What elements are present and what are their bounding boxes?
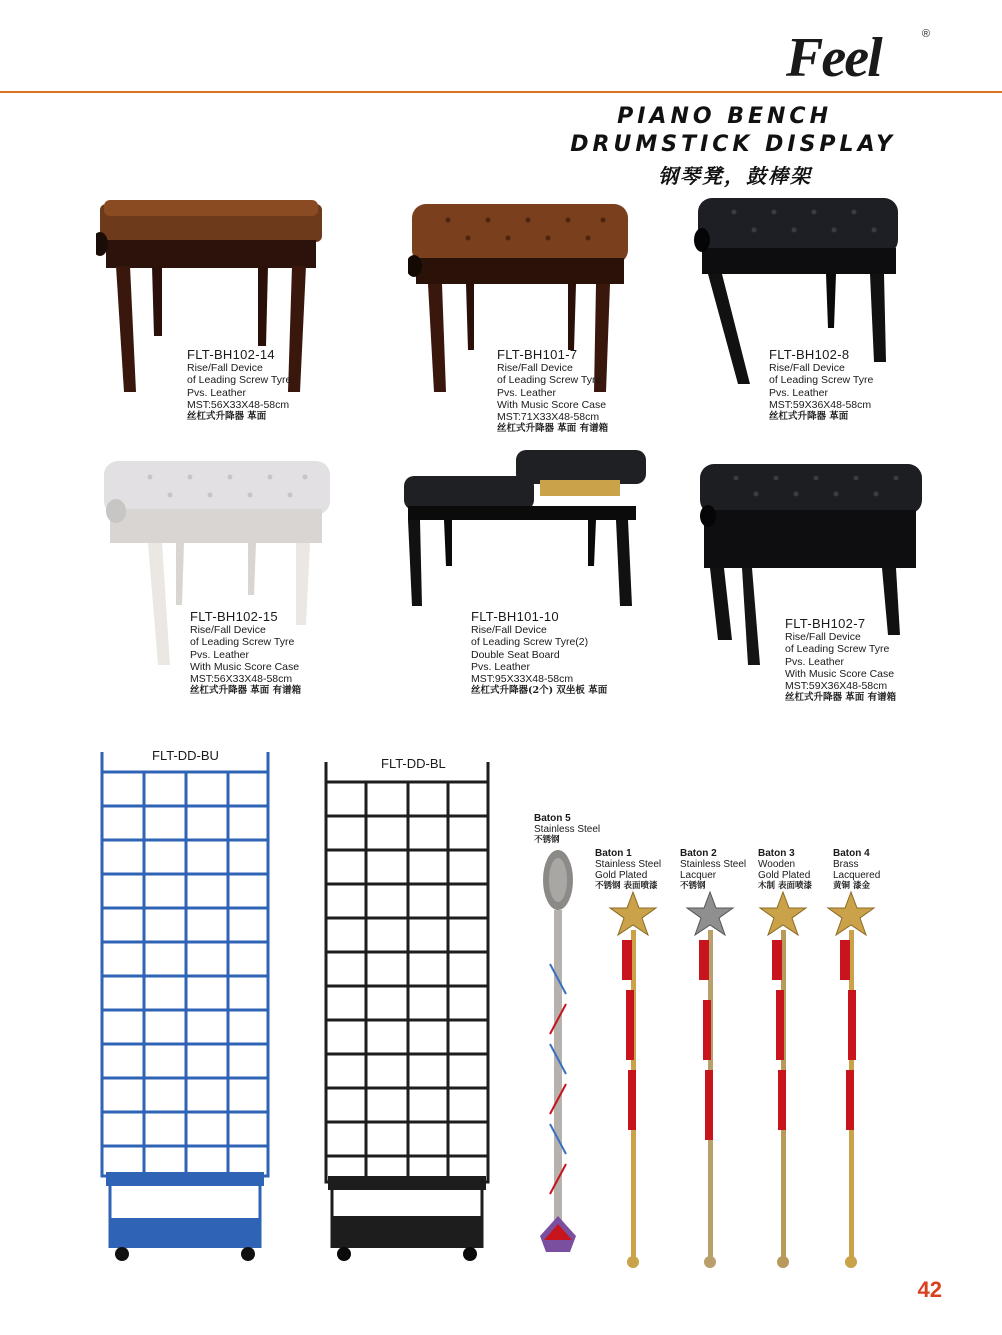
bench-model: FLT-BH102-14 xyxy=(187,347,275,362)
baton-label-5 xyxy=(534,813,600,846)
spec-line: Pvs. Leather xyxy=(190,648,249,661)
spec-line: Pvs. Leather xyxy=(769,386,828,399)
baton-name: Baton 2 xyxy=(680,848,717,859)
page-title-line2: DRUMSTICK DISPLAY xyxy=(570,132,896,157)
header-rule xyxy=(0,91,1002,93)
brand-logo xyxy=(786,22,936,94)
bench-spec-3 xyxy=(769,347,873,423)
baton-image-2 xyxy=(685,890,735,1275)
spec-line: MST:59X36X48-58cm xyxy=(769,398,872,411)
baton-material: Wooden xyxy=(758,859,796,870)
baton-cn: 不锈钢 xyxy=(534,835,560,845)
baton-finish: Gold Plated xyxy=(595,870,648,881)
spec-cn: 丝杠式升降器 革面 有谱箱 xyxy=(785,692,897,704)
spec-line: Rise/Fall Device xyxy=(785,631,861,643)
rack-image-black xyxy=(320,756,495,1276)
spec-cn: 丝杠式升降器(2个) 双坐板 革面 xyxy=(471,685,608,697)
baton-image-1 xyxy=(608,890,658,1275)
spec-line: Rise/Fall Device xyxy=(187,362,263,374)
baton-cn: 黄铜 漆金 xyxy=(833,881,870,891)
bench-spec-1 xyxy=(187,347,291,423)
spec-line: of Leading Screw Tyre xyxy=(769,374,874,387)
bench-spec-5 xyxy=(471,609,607,698)
spec-line: Pvs. Leather xyxy=(471,660,530,673)
baton-label-4 xyxy=(833,848,880,892)
baton-cn: 木制 表面喷漆 xyxy=(758,881,812,891)
baton-name: Baton 1 xyxy=(595,848,632,859)
page-title-line1: PIANO BENCH xyxy=(617,104,832,129)
bench-model: FLT-BH102-15 xyxy=(190,609,278,624)
rack-model-black: FLT-DD-BL xyxy=(381,756,446,771)
baton-label-2 xyxy=(680,848,746,892)
spec-line: Pvs. Leather xyxy=(497,386,556,399)
rack-model-blue: FLT-DD-BU xyxy=(152,748,219,763)
spec-line: With Music Score Case xyxy=(497,398,607,411)
spec-cn: 丝杠式升降器 革面 xyxy=(769,411,849,423)
baton-label-1 xyxy=(595,848,661,892)
baton-name: Baton 5 xyxy=(534,813,571,824)
baton-name: Baton 4 xyxy=(833,848,870,859)
spec-line: of Leading Screw Tyre xyxy=(187,374,292,387)
spec-line: Rise/Fall Device xyxy=(471,624,547,636)
baton-cn: 不锈钢 xyxy=(680,881,706,891)
spec-line: of Leading Screw Tyre(2) xyxy=(471,636,589,649)
spec-line: Rise/Fall Device xyxy=(769,362,845,374)
baton-image-5 xyxy=(530,844,590,1279)
baton-image-4 xyxy=(826,890,876,1275)
spec-line: MST:56X33X48-58cm xyxy=(190,673,293,686)
spec-line: Pvs. Leather xyxy=(187,386,246,399)
spec-line: Rise/Fall Device xyxy=(497,362,573,374)
baton-label-3 xyxy=(758,848,812,892)
baton-material: Stainless Steel xyxy=(595,859,662,870)
brand-name: Feel xyxy=(786,27,881,89)
baton-finish: Lacquer xyxy=(680,870,717,881)
spec-line: MST:56X33X48-58cm xyxy=(187,398,290,411)
spec-line: With Music Score Case xyxy=(190,660,300,673)
baton-image-3 xyxy=(758,890,808,1275)
baton-finish: Lacquered xyxy=(833,870,881,881)
baton-finish: Gold Plated xyxy=(758,870,811,881)
spec-line: of Leading Screw Tyre xyxy=(190,636,295,649)
bench-model: FLT-BH101-10 xyxy=(471,609,559,624)
spec-line: MST:59X36X48-58cm xyxy=(785,680,888,693)
bench-spec-6 xyxy=(785,616,896,705)
baton-cn: 不锈钢 表面喷漆 xyxy=(595,881,658,891)
spec-line: MST:71X33X48-58cm xyxy=(497,411,600,424)
rack-image-blue xyxy=(96,748,276,1273)
spec-line: MST:95X33X48-58cm xyxy=(471,673,574,686)
spec-line: Rise/Fall Device xyxy=(190,624,266,636)
page-number: 42 xyxy=(917,1277,942,1302)
spec-cn: 丝杠式升降器 革面 有谱箱 xyxy=(190,685,302,697)
spec-line: Pvs. Leather xyxy=(785,655,844,668)
baton-name: Baton 3 xyxy=(758,848,795,859)
bench-spec-2 xyxy=(497,347,608,436)
baton-material: Brass xyxy=(833,859,859,870)
bench-image-5 xyxy=(400,446,650,611)
spec-line: Double Seat Board xyxy=(471,648,560,661)
baton-material: Stainless Steel xyxy=(680,859,747,870)
spec-cn: 丝杠式升降器 革面 xyxy=(187,411,267,423)
spec-line: of Leading Screw Tyre xyxy=(785,643,890,656)
baton-material: Stainless Steel xyxy=(534,824,601,835)
bench-model: FLT-BH101-7 xyxy=(497,347,578,362)
spec-line: of Leading Screw Tyre xyxy=(497,374,602,387)
bench-model: FLT-BH102-7 xyxy=(785,616,866,631)
spec-cn: 丝杠式升降器 革面 有谱箱 xyxy=(497,423,609,435)
bench-spec-4 xyxy=(190,609,301,698)
bench-model: FLT-BH102-8 xyxy=(769,347,850,362)
registered-mark: ® xyxy=(921,28,930,40)
spec-line: With Music Score Case xyxy=(785,667,895,680)
page-title-cn: 钢琴凳，鼓棒架 xyxy=(658,164,812,188)
